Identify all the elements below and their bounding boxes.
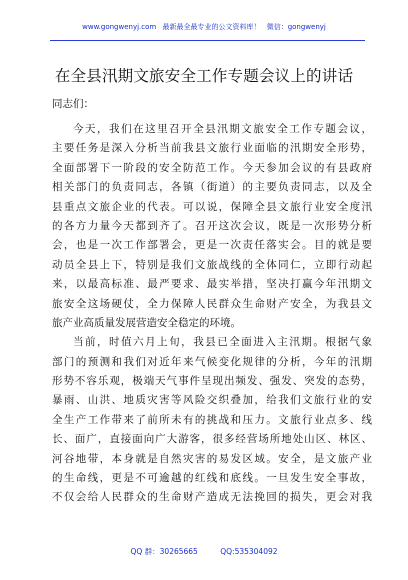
header-divider — [50, 40, 365, 41]
header-slogan: 最新最全最专业的公文资料库！ — [162, 23, 261, 31]
body-line: 旅产业高质量发展营造安全稳定的环境。 — [52, 316, 241, 329]
body-line: 的生命线，更是不可逾越的红线和底线。一旦发生安全事故， — [52, 472, 372, 485]
body-line: 河谷地带，本身就是自然灾害的易发区域。安全，是文旅产业 — [52, 452, 372, 465]
body-line: 当前，时值六月上旬，我县已全面进入主汛期。根据气象 — [73, 336, 372, 349]
header-wechat: 微信：gongwenyj — [266, 23, 326, 31]
body-line: 相关部门的负责同志，各镇（街道）的主要负责同志，以及全 — [52, 181, 372, 194]
body-line: 全面部署下一阶段的安全防范工作。今天参加会议的有县政府 — [52, 161, 372, 174]
site-url[interactable]: www.gongwenyj.com — [82, 23, 157, 31]
body-line: 主要任务是深入分析当前我县文旅行业面临的汛期安全形势， — [52, 142, 372, 155]
document-title: 在全县汛期文旅安全工作专题会议上的讲话 — [54, 67, 354, 85]
body-line: 会，也是一次工作部署会，更是一次责任落实会。目的就是要 — [52, 239, 372, 252]
body-line: 动员全县上下，特别是我们文旅战线的全体同仁，立即行动起 — [52, 258, 372, 271]
body-line: 县重点文旅企业的代表。可以说，保障全县文旅行业安全度汛 — [52, 200, 372, 213]
salutation: 同志们： — [52, 98, 94, 110]
body-line: 全生产工作带来了前所未有的挑战和压力。文旅行业点多、线 — [52, 413, 372, 426]
footer-qq: QQ:535304092 — [220, 547, 278, 556]
body-line: 部门的预测和我们对近年来气候变化规律的分析，今年的汛期 — [52, 355, 372, 368]
body-line: 今天，我们在这里召开全县汛期文旅安全工作专题会议， — [73, 123, 372, 135]
footer-qq-group: QQ 群：30265665 — [130, 547, 198, 556]
body-line: 旅安全这场硬仗，全力保障人民群众生命财产安全，为我县文 — [52, 297, 372, 310]
body-line: 形势不容乐观，极端天气事件呈现出频发、强发、突发的态势， — [52, 375, 372, 388]
body-line: 长、面广，直接面向广大游客，很多经营场所地处山区、林区、 — [52, 433, 372, 446]
page-header — [0, 22, 408, 32]
body-line: 暴雨、山洪、地质灾害等风险交织叠加，给我们文旅行业的安 — [52, 394, 372, 407]
body-line: 来，以最高标准、最严要求、最实举措，坚决打赢今年汛期文 — [52, 278, 372, 291]
body-line: 不仅会给人民群众的生命财产造成无法挽回的损失，更会对我 — [52, 491, 372, 504]
body-line: 的各方力量今天都到齐了。召开这次会议，既是一次形势分析 — [52, 219, 372, 232]
page-footer — [0, 546, 408, 557]
document-body — [52, 120, 372, 508]
